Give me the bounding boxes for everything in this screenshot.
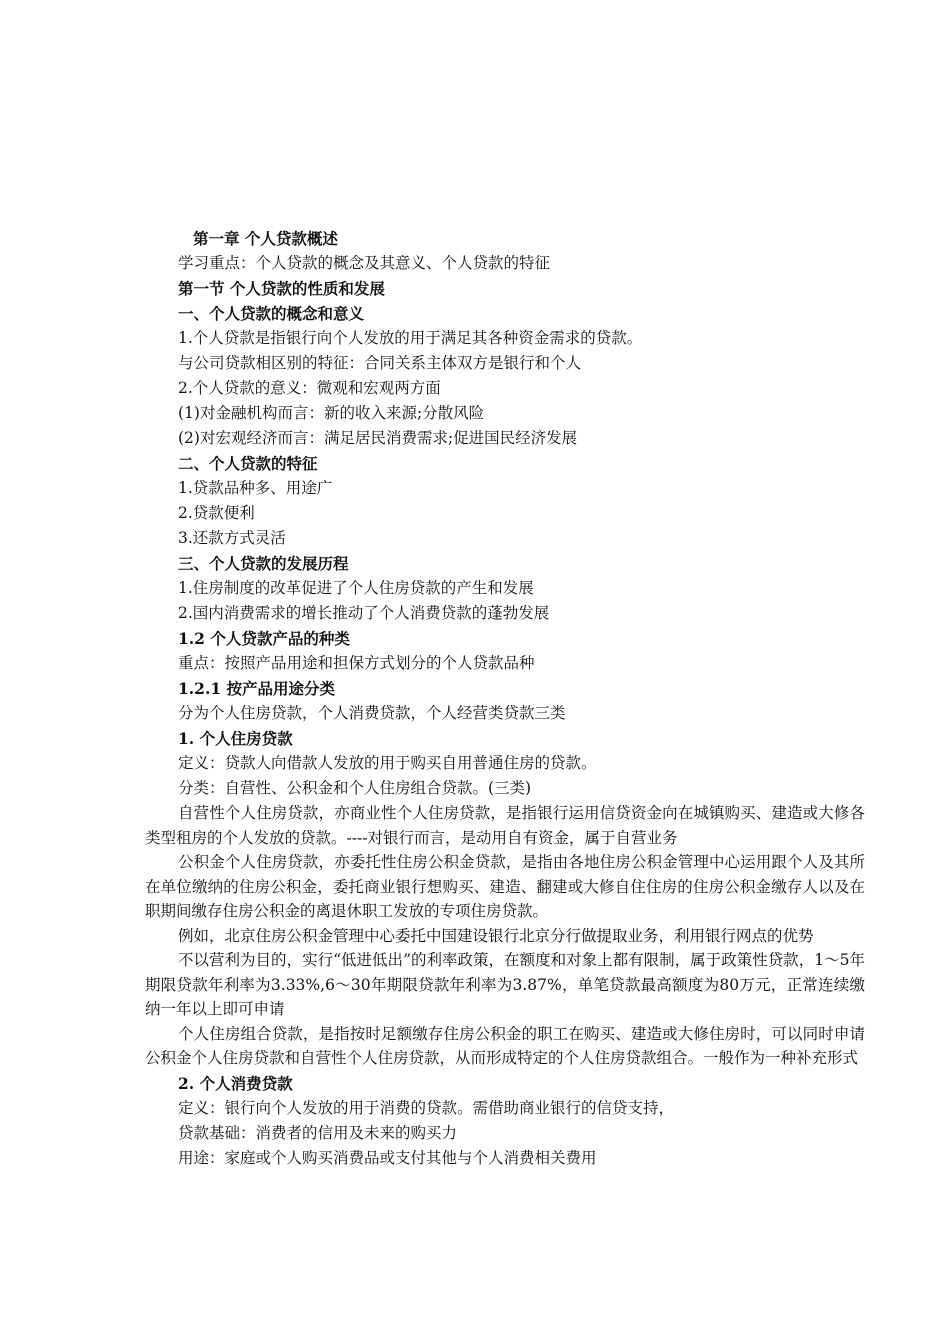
text-line: 1.个人贷款是指银行向个人发放的用于满足其各种资金需求的贷款。 bbox=[178, 329, 643, 347]
paragraph-block bbox=[145, 801, 865, 1071]
section-heading: 1.2 个人贷款产品的种类 bbox=[178, 629, 350, 648]
text-line: 2.个人贷款的意义：微观和宏观两方面 bbox=[178, 379, 441, 397]
text-line: 与公司贷款相区别的特征：合同关系主体双方是银行和个人 bbox=[178, 354, 582, 372]
chapter-title: 第一章 个人贷款概述 bbox=[193, 229, 338, 248]
text-line: 3.还款方式灵活 bbox=[178, 529, 286, 547]
study-focus: 学习重点：个人贷款的概念及其意义、个人贷款的特征 bbox=[178, 254, 551, 272]
part-heading: 二、个人贷款的特征 bbox=[178, 454, 318, 473]
text-line: 定义：银行向个人发放的用于消费的贷款。需借助商业银行的信贷支持， bbox=[178, 1098, 675, 1117]
text-line: (1)对金融机构而言：新的收入来源;分散风险 bbox=[178, 404, 485, 422]
part-heading: 三、个人贷款的发展历程 bbox=[178, 554, 349, 573]
paragraph: 公积金个人住房贷款，亦委托性住房公积金贷款，是指由各地住房公积金管理中心运用跟个人及其所在单位缴纳的住房公积金，委托商业银行想购买、建造、翻建或大修自住住房的住房公积金缴存人以及在职期间缴存住房公积金的离退休职工发放的专项住房贷款。 bbox=[145, 853, 865, 920]
text-line: 1.住房制度的改革促进了个人住房贷款的产生和发展 bbox=[178, 579, 534, 597]
paragraph: 个人住房组合贷款，是指按时足额缴存住房公积金的职工在购买、建造或大修住房时，可以同时申请公积金个人住房贷款和自营性个人住房贷款，从而形成特定的个人住房贷款组合。一般作为一种补充形式 bbox=[145, 1024, 865, 1067]
text-line: 定义：贷款人向借款人发放的用于购买自用普通住房的贷款。 bbox=[178, 754, 597, 772]
text-line: 贷款基础：消费者的信用及未来的购买力 bbox=[178, 1123, 458, 1142]
text-line: 2.贷款便利 bbox=[178, 504, 255, 522]
text-line: 重点：按照产品用途和担保方式划分的个人贷款品种 bbox=[178, 654, 535, 672]
paragraph: 例如，北京住房公积金管理中心委托中国建设银行北京分行做提取业务，利用银行网点的优势 bbox=[178, 926, 814, 945]
text-line: (2)对宏观经济而言：满足居民消费需求;促进国民经济发展 bbox=[178, 429, 578, 447]
document-body bbox=[145, 226, 865, 1171]
subsection-heading: 1.2.1 按产品用途分类 bbox=[178, 679, 336, 698]
part-heading: 一、个人贷款的概念和意义 bbox=[178, 304, 365, 323]
paragraph: 自营性个人住房贷款，亦商业性个人住房贷款，是指银行运用信贷资金向在城镇购买、建造或大修各类型租房的个人发放的贷款。----对银行而言，是动用自有资金，属于自营业务 bbox=[145, 804, 865, 847]
text-line: 分类：自营性、公积金和个人住房组合贷款。(三类) bbox=[178, 779, 532, 797]
paragraph: 不以营利为目的，实行“低进低出”的利率政策，在额度和对象上都有限制，属于政策性贷款，1～5年期限贷款年利率为3.33%,6～30年期限贷款年利率为3.87%，单笔贷款最高额度为80万元，正常连续缴纳一年以上即可申请 bbox=[145, 951, 865, 1018]
section-title: 第一节 个人贷款的性质和发展 bbox=[178, 279, 385, 298]
item-heading: 1. 个人住房贷款 bbox=[178, 729, 293, 748]
text-line: 1.贷款品种多、用途广 bbox=[178, 479, 333, 497]
text-line: 2.国内消费需求的增长推动了个人消费贷款的蓬勃发展 bbox=[178, 604, 550, 622]
text-line: 分为个人住房贷款，个人消费贷款，个人经营类贷款三类 bbox=[178, 704, 566, 722]
text-line: 用途：家庭或个人购买消费品或支付其他与个人消费相关费用 bbox=[178, 1148, 597, 1167]
item-heading: 2. 个人消费贷款 bbox=[178, 1073, 293, 1093]
